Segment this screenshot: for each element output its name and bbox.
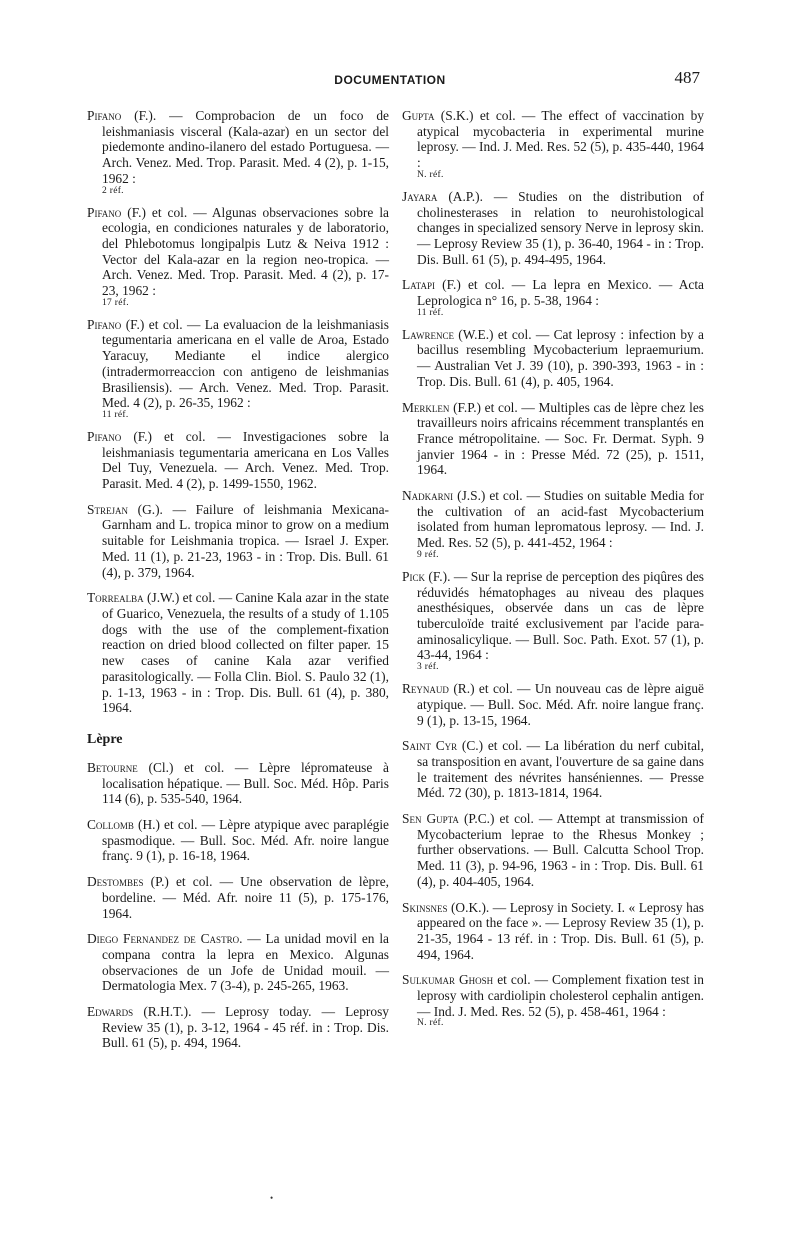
bibliography-entry bbox=[87, 108, 389, 197]
entry-citation: (O.K.). — Leprosy in Society. I. « Leprosy has appeared on the face ». — Leprosy Review 35 (1), p. 21-35, 1964 - 13 réf. in : Trop. Dis. Bull. 61 (5), p. 494, 1964. bbox=[417, 899, 704, 962]
entry-author: Pick bbox=[402, 568, 425, 584]
entry-citation: (R.H.T.). — Leprosy today. — Leprosy Review 35 (1), p. 3-12, 1964 - 45 réf. in : Trop. Dis. Bull. 61 (5), p. 494, 1964. bbox=[102, 1004, 389, 1051]
entry-citation: (R.) et col. — Un nouveau cas de lèpre aiguë atypique. — Bull. Soc. Méd. Afr. noire langue franç. 9 (1), p. 13-15, 1964. bbox=[417, 681, 704, 728]
bibliography-entry bbox=[402, 738, 704, 801]
entry-citation: (A.P.). — Studies on the distribution of cholinesterases in relation to neurohistological changes in specialized sensory Nerve in leprosy skin. — Leprosy Review 35 (1), p. 36-40, 1964 - in : Trop. Dis. Bull. 61 (5), p. 494-495, 1964. bbox=[417, 188, 704, 267]
entry-references-count: 3 réf. bbox=[417, 662, 439, 673]
left-entries-after-heading bbox=[87, 760, 389, 1051]
page-header bbox=[80, 70, 700, 92]
entry-author: Edwards bbox=[87, 1004, 134, 1020]
entry-author: Saint Cyr bbox=[402, 738, 458, 754]
bibliography-entry bbox=[402, 811, 704, 890]
entry-author: Pifano bbox=[87, 204, 122, 220]
entry-author: Lawrence bbox=[402, 326, 454, 342]
bibliography-entry bbox=[87, 205, 389, 309]
entry-citation: (C.) et col. — La libération du nerf cubital, sa transposition en avant, l'ouverture de sa gaine dans le traitement des névrites hanséniennes. — Presse Méd. 72 (30), p. 1813-1814, 1964. bbox=[417, 738, 704, 801]
bibliography-entry bbox=[87, 817, 389, 864]
entry-references-count: 2 réf. bbox=[102, 185, 124, 196]
bibliography-entry bbox=[87, 317, 389, 421]
entry-citation: (J.S.) et col. — Studies on suitable Media for the cultivation of an acid-fast Mycobacterium isolated from human lepromatous leprosy. — Ind. J. Med. Res. 52 (5), p. 441-452, 1964 : bbox=[417, 488, 704, 551]
footer-mark: • bbox=[270, 1193, 274, 1203]
entry-author: Merklen bbox=[402, 399, 450, 415]
bibliography-entry bbox=[402, 569, 704, 673]
entry-citation: (S.K.) et col. — The effect of vaccination by atypical mycobacteria in experimental murine leprosy. — Ind. J. Med. Res. 52 (5), p. 435-440, 1964 : bbox=[417, 108, 705, 171]
entry-citation: (F.P.) et col. — Multiples cas de lèpre chez les travailleurs noirs africains récemment transplantés en France métropolitaine. — Soc. Fr. Dermat. Syph. 9 janvier 1964 - in : Presse Méd. 72 (25), p. 1511, 1964. bbox=[417, 399, 704, 478]
bibliography-entry bbox=[87, 429, 389, 492]
entry-author: Nadkarni bbox=[402, 488, 454, 504]
entry-citation: (F.) et col. — Algunas observaciones sobre la ecologia, en condiciones naturales y de laboratorio, del Phlebotomus longipalpis Lutz & Neiva 1912 : Vector del Kala-azar en la region neo-tropica. — Arch. Venez. Med. Trop. Parasit. Med. 4 (2), p. 17-23, 1962 : bbox=[102, 204, 389, 299]
entry-citation: (Cl.) et col. — Lèpre lépromateuse à localisation hépatique. — Bull. Soc. Méd. Hôp. Paris 114 (6), p. 535-540, 1964. bbox=[102, 759, 389, 807]
entry-references-count: N. réf. bbox=[417, 1018, 444, 1029]
bibliography-entry bbox=[402, 189, 704, 268]
entry-author: Collomb bbox=[87, 817, 134, 833]
section-heading-lepre: Lèpre bbox=[87, 731, 123, 747]
entry-citation: (F.) et col. — La evaluacion de la leishmaniasis tegumentaria americana en el valle de Aroa, Estado Yaracuy, Mediante el indice alergico (intradermorreaccion con antigeno de leishmanias Brasiliensis). — Arch. Venez. Med. Trop. Parasit. Med. 4 (2), p. 26-35, 1962 : bbox=[102, 316, 389, 411]
bibliography-entry bbox=[87, 760, 389, 807]
entry-author: Pifano bbox=[87, 428, 122, 444]
bibliography-entry bbox=[87, 590, 389, 716]
bibliography-entry bbox=[87, 502, 389, 581]
bibliography-entry bbox=[402, 108, 704, 181]
left-column bbox=[87, 108, 389, 1061]
entry-citation: (H.) et col. — Lèpre atypique avec paraplégie spasmodique. — Bull. Soc. Méd. Afr. noire langue franç. 9 (1), p. 16-18, 1964. bbox=[102, 817, 389, 864]
entry-author: Jayara bbox=[402, 188, 438, 204]
entry-author: Diego Fernandez de Castro bbox=[87, 931, 240, 947]
entry-author: Latapi bbox=[402, 277, 435, 293]
bibliography-entry bbox=[87, 874, 389, 921]
entry-author: Strejan bbox=[87, 501, 128, 517]
entry-author: Sen Gupta bbox=[402, 811, 459, 827]
entry-citation: (F.) et col. — Investigaciones sobre la leishmaniasis tegumentaria americana en Los Valles Del Tuy, Venezuela. — Arch. Venez. Med. Trop. Parasit. Med. 4 (2), p. 1499-1550, 1962. bbox=[102, 428, 389, 492]
right-entries bbox=[402, 108, 704, 1029]
entry-author: Pifano bbox=[87, 316, 122, 332]
entry-citation: (F.). — Comprobacion de un foco de leishmaniasis visceral (Kala-azar) en un sector del piedemonte andino-ilanero del estado Portuguesa. — Arch. Venez. Med. Trop. Parasit. Med. 4 (2), p. 1-15, 1962 : bbox=[102, 108, 389, 186]
entry-references-count: 17 réf. bbox=[102, 297, 129, 308]
entry-author: Skinsnes bbox=[402, 899, 448, 915]
entry-citation: (F.). — Sur la reprise de perception des piqûres des réduvidés hématophages au niveau des plaques anesthésiques, observée dans un cas de lèpre tuberculoïde traité exclusivement par l'acide para-aminosalicylique. — Bull. Soc. Path. Exot. 57 (1), p. 43-44, 1964 : bbox=[417, 568, 704, 663]
entry-references-count: 9 réf. bbox=[417, 549, 439, 560]
entry-references-count: 11 réf. bbox=[417, 307, 444, 318]
bibliography-entry bbox=[402, 681, 704, 728]
right-column bbox=[402, 108, 704, 1037]
entry-author: Pifano bbox=[87, 108, 122, 123]
entry-author: Betourne bbox=[87, 759, 138, 775]
entry-citation: (G.). — Failure of leishmania Mexicana-Garnham and L. tropica minor to grow on a medium suitable for Leishmania tropica. — Israel J. Exper. Med. 11 (1), p. 21-23, 1963 - in : Trop. Dis. Bull. 61 (4), p. 379, 1964. bbox=[102, 501, 389, 580]
page-number: 487 bbox=[674, 68, 700, 87]
entry-author: Destombes bbox=[87, 874, 144, 890]
entry-author: Reynaud bbox=[402, 681, 449, 697]
entry-author: Torrealba bbox=[87, 590, 144, 606]
entry-references-count: 11 réf. bbox=[102, 409, 129, 420]
entry-citation: (F.) et col. — La lepra en Mexico. — Acta Leprologica n° 16, p. 5-38, 1964 : bbox=[417, 277, 704, 309]
bibliography-entry bbox=[87, 1004, 389, 1051]
entry-citation: (J.W.) et col. — Canine Kala azar in the state of Guarico, Venezuela, the results of a study of 1.105 dogs with the use of the complement-fixation reaction on dried blood collected on filter paper. 15 new cases of canine Kala azar verified parasitologically. — Folla Clin. Biol. S. Paulo 32 (1), p. 1-13, 1963 - in : Trop. Dis. Bull. 61 (4), p. 380, 1964. bbox=[102, 590, 389, 716]
entry-citation: . — La unidad movil en la compana contra la lepra en Mexico. Algunas observaciones de un Jofe de Unidad mouil. — Dermatologia Mex. 7 (3-4), p. 245-265, 1963. bbox=[102, 931, 389, 994]
entry-citation: (P.C.) et col. — Attempt at transmission of Mycobacterium leprae to the Rhesus Monkey ; further observations. — Bull. Calcutta School Trop. Med. 11 (3), p. 94-96, 1963 - in : Trop. Dis. Bull. 61 (4), p. 404-405, 1964. bbox=[417, 811, 704, 889]
entry-author: Sulkumar Ghosh bbox=[402, 972, 494, 988]
entry-references-count: N. réf. bbox=[417, 169, 444, 180]
bibliography-entry bbox=[402, 277, 704, 318]
bibliography-entry bbox=[87, 931, 389, 994]
running-title: DOCUMENTATION bbox=[334, 73, 446, 87]
entry-author: Gupta bbox=[402, 108, 435, 123]
entry-citation: (P.) et col. — Une observation de lèpre, bordeline. — Méd. Afr. noire 11 (5), p. 175-176, 1964. bbox=[102, 874, 389, 921]
bibliography-entry bbox=[402, 327, 704, 390]
entry-citation: (W.E.) et col. — Cat leprosy : infection by a bacillus resembling Mycobacterium lepraemurium. — Australian Vet J. 39 (10), p. 390-393, 1963 - in : Trop. Dis. Bull. 61 (4), p. 405, 1964. bbox=[417, 326, 704, 389]
bibliography-entry bbox=[402, 488, 704, 561]
bibliography-entry bbox=[402, 972, 704, 1029]
bibliography-entry bbox=[402, 900, 704, 963]
bibliography-entry bbox=[402, 400, 704, 479]
entry-citation: et col. — Complement fixation test in leprosy with cardiolipin cholesterol cephalin antigen. — Ind. J. Med. Res. 52 (5), p. 458-461, 1964 : bbox=[417, 972, 704, 1019]
left-entries-before-heading bbox=[87, 108, 389, 716]
